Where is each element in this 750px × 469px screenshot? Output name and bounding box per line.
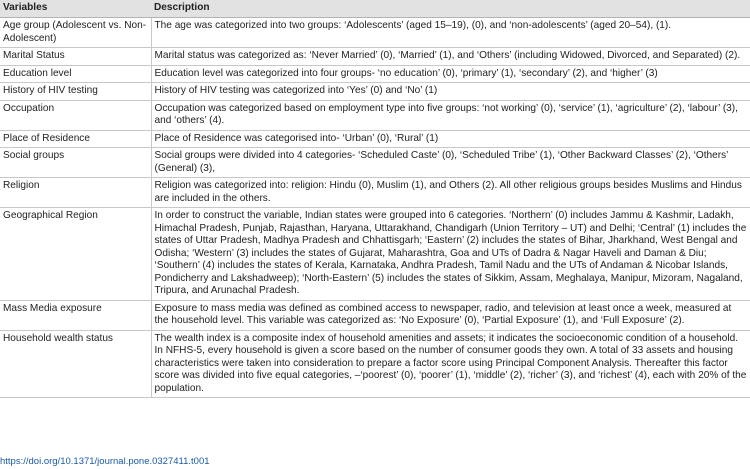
table-header-row bbox=[0, 0, 750, 18]
variable-cell: Place of Residence bbox=[0, 130, 151, 148]
description-cell: Exposure to mass media was defined as combined access to newspaper, radio, and television at least once a week, measured at the household level. This variable was categorized as: ‘No Exposure’ (0), ‘Partial Exposure’ (1), and ‘Full Exposure’ (2). bbox=[151, 300, 750, 330]
variable-cell: Geographical Region bbox=[0, 208, 151, 301]
table-row bbox=[0, 300, 750, 330]
description-cell: The wealth index is a composite index of household amenities and assets; it indicates the socioeconomic condition of a household. In NFHS-5, every household is given a score based on the number of consumer goods they own. A total of 33 assets and housing characteristics were taken into consideration to prepare a factor score using Principal Component Analysis. Thereafter this factor score was divided into five equal categories, ‒‘poorest’ (0), ‘poorer’ (1), ‘middle’ (2), ‘richer’ (3), and ‘richest’ (4), each with 20% of the population. bbox=[151, 330, 750, 398]
variable-cell: Occupation bbox=[0, 100, 151, 130]
table-row bbox=[0, 48, 750, 66]
variable-cell: Religion bbox=[0, 178, 151, 208]
description-cell: Religion was categorized into: religion: Hindu (0), Muslim (1), and Others (2). All other religious groups besides Muslims and Hindus are included in the others. bbox=[151, 178, 750, 208]
description-cell: The age was categorized into two groups: ‘Adolescents’ (aged 15–19), (0), and ‘non-adolescents’ (aged 20–54), (1). bbox=[151, 18, 750, 48]
table-row bbox=[0, 83, 750, 101]
description-cell: Occupation was categorized based on employment type into five groups: ‘not working’ (0), ‘service’ (1), ‘agriculture’ (2), ‘labour’ (3), and ‘others’ (4). bbox=[151, 100, 750, 130]
variable-cell: Age group (Adolescent vs. Non-Adolescent) bbox=[0, 18, 151, 48]
description-cell: Education level was categorized into four groups- ‘no education’ (0), ‘primary’ (1), ‘secondary’ (2), and ‘higher’ (3) bbox=[151, 65, 750, 83]
description-cell: In order to construct the variable, Indian states were grouped into 6 categories. ‘Northern’ (0) includes Jammu & Kashmir, Ladakh, Himachal Pradesh, Punjab, Rajasthan, Haryana, Uttarakhand, Chandigarh (Union Territory – UT) and Delhi; ‘Central’ (1) includes the states of Uttar Pradesh, Madhya Pradesh and Chhattisgarh; ‘Eastern’ (2) includes the states of Bihar, Jharkhand, West Bengal and Odisha; ‘Western’ (3) includes the states of Gujarat, Maharashtra, Goa and UTs of Dadra & Nagar Haveli and Daman & Diu; ‘Southern’ (4) includes the states of Kerala, Karnataka, Andhra Pradesh, Tamil Nadu and the UTs of Andaman & Nicobar Islands, Pondicherry and Lakshadweep); ‘North-Eastern’ (5) includes the states of Sikkim, Assam, Meghalaya, Manipur, Mizoram, Nagaland, Tripura, and Arunachal Pradesh. bbox=[151, 208, 750, 301]
table-row bbox=[0, 18, 750, 48]
table-row bbox=[0, 100, 750, 130]
description-cell: Social groups were divided into 4 categories- ‘Scheduled Caste’ (0), ‘Scheduled Tribe’ (1), ‘Other Backward Classes’ (2), ‘Others’ (General) (3), bbox=[151, 148, 750, 178]
table-row bbox=[0, 65, 750, 83]
description-cell: History of HIV testing was categorized into ‘Yes’ (0) and ‘No’ (1) bbox=[151, 83, 750, 101]
description-cell: Marital status was categorized as: ‘Never Married’ (0), ‘Married’ (1), and ‘Others’ (including Widowed, Divorced, and Separated) (2). bbox=[151, 48, 750, 66]
table-row bbox=[0, 130, 750, 148]
description-cell: Place of Residence was categorised into- ‘Urban’ (0), ‘Rural’ (1) bbox=[151, 130, 750, 148]
variable-cell: Education level bbox=[0, 65, 151, 83]
column-header-variables: Variables bbox=[0, 0, 151, 18]
table-row bbox=[0, 148, 750, 178]
column-header-description: Description bbox=[151, 0, 750, 18]
doi-link[interactable]: https://doi.org/10.1371/journal.pone.0327411.t001 bbox=[0, 456, 210, 467]
table-row bbox=[0, 208, 750, 301]
variable-cell: Marital Status bbox=[0, 48, 151, 66]
variable-cell: Social groups bbox=[0, 148, 151, 178]
variable-cell: Mass Media exposure bbox=[0, 300, 151, 330]
table-row bbox=[0, 178, 750, 208]
variable-cell: History of HIV testing bbox=[0, 83, 151, 101]
table-row bbox=[0, 330, 750, 398]
variable-cell: Household wealth status bbox=[0, 330, 151, 398]
